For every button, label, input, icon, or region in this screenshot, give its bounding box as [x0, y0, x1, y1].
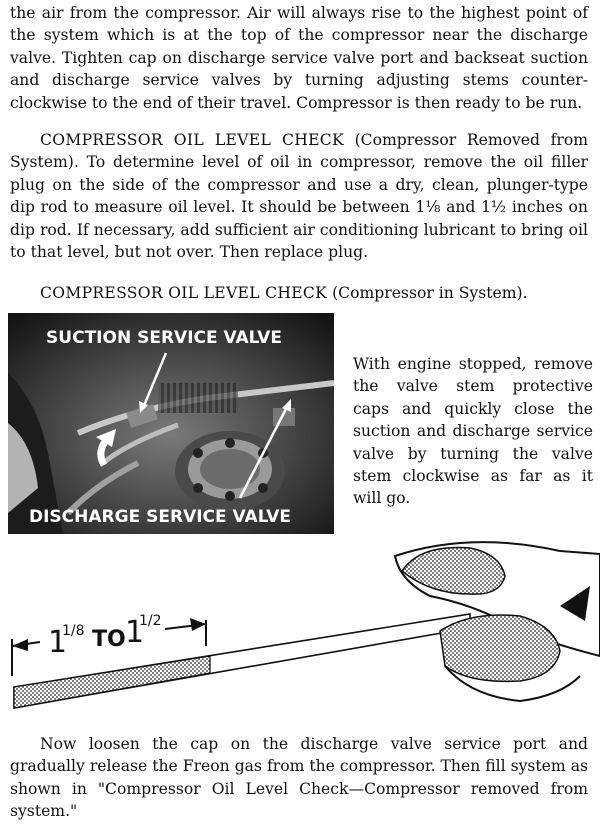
suction-valve-label: SUCTION SERVICE VALVE	[46, 328, 282, 348]
oil-mark	[14, 656, 210, 708]
fraction-value: 1½	[481, 198, 507, 217]
paragraph-release-freon: Now loosen the cap on the discharge valve service port and gradually release the Freon gas from the compressor. Then fill system as shown in "Compressor Oil Level Check—Compressor removed from system."	[10, 735, 588, 821]
section-heading: COMPRESSOR OIL LEVEL CHECK	[40, 284, 328, 302]
range-end-fraction: 1/2	[139, 613, 162, 629]
discharge-valve-label: DISCHARGE SERVICE VALVE	[29, 507, 291, 527]
fraction-value: 1⅛	[415, 198, 441, 217]
range-label	[48, 613, 162, 660]
paragraph-text: (Compressor Removed from System). To determine level of oil in compressor, remove the oil filler plug on the side of the compressor and use a dry, clean, plunger-type dip rod to measure oil level. It should be between	[10, 131, 588, 217]
range-end: 1	[125, 615, 145, 650]
paragraph-oil-check-removed	[10, 129, 588, 263]
dip-rod-diagram	[0, 536, 600, 721]
paragraph-text: inches on dip rod. If necessary, add sufficient air conditioning lubricant to bring oil to that level, but not over. Then replace plug.	[10, 198, 588, 262]
compressor-photo	[8, 313, 334, 534]
paragraph-text: (Compressor in System).	[327, 284, 528, 302]
paragraph-air-purge: the air from the compressor. Air will always rise to the highest point of the system which is at the top of the compressor near the discharge valve. Tighten cap on discharge service valve port and backseat suction and discharge service valves by turning adjusting stems counter-clockwise to the end of their travel. Compressor is then ready to be run.	[10, 4, 588, 112]
range-word: TO	[92, 627, 126, 652]
section-heading: COMPRESSOR OIL LEVEL CHECK	[40, 131, 344, 149]
paragraph-close-valves: With engine stopped, remove the valve stem protective caps and quickly close the suction and discharge service valve by turning the valve stem clockwise as far as it will go.	[353, 355, 593, 508]
paragraph-text: and	[440, 198, 482, 217]
paragraph-oil-check-in-system	[10, 282, 588, 304]
range-start: 1	[48, 625, 68, 660]
range-start-fraction: 1/8	[62, 623, 85, 639]
